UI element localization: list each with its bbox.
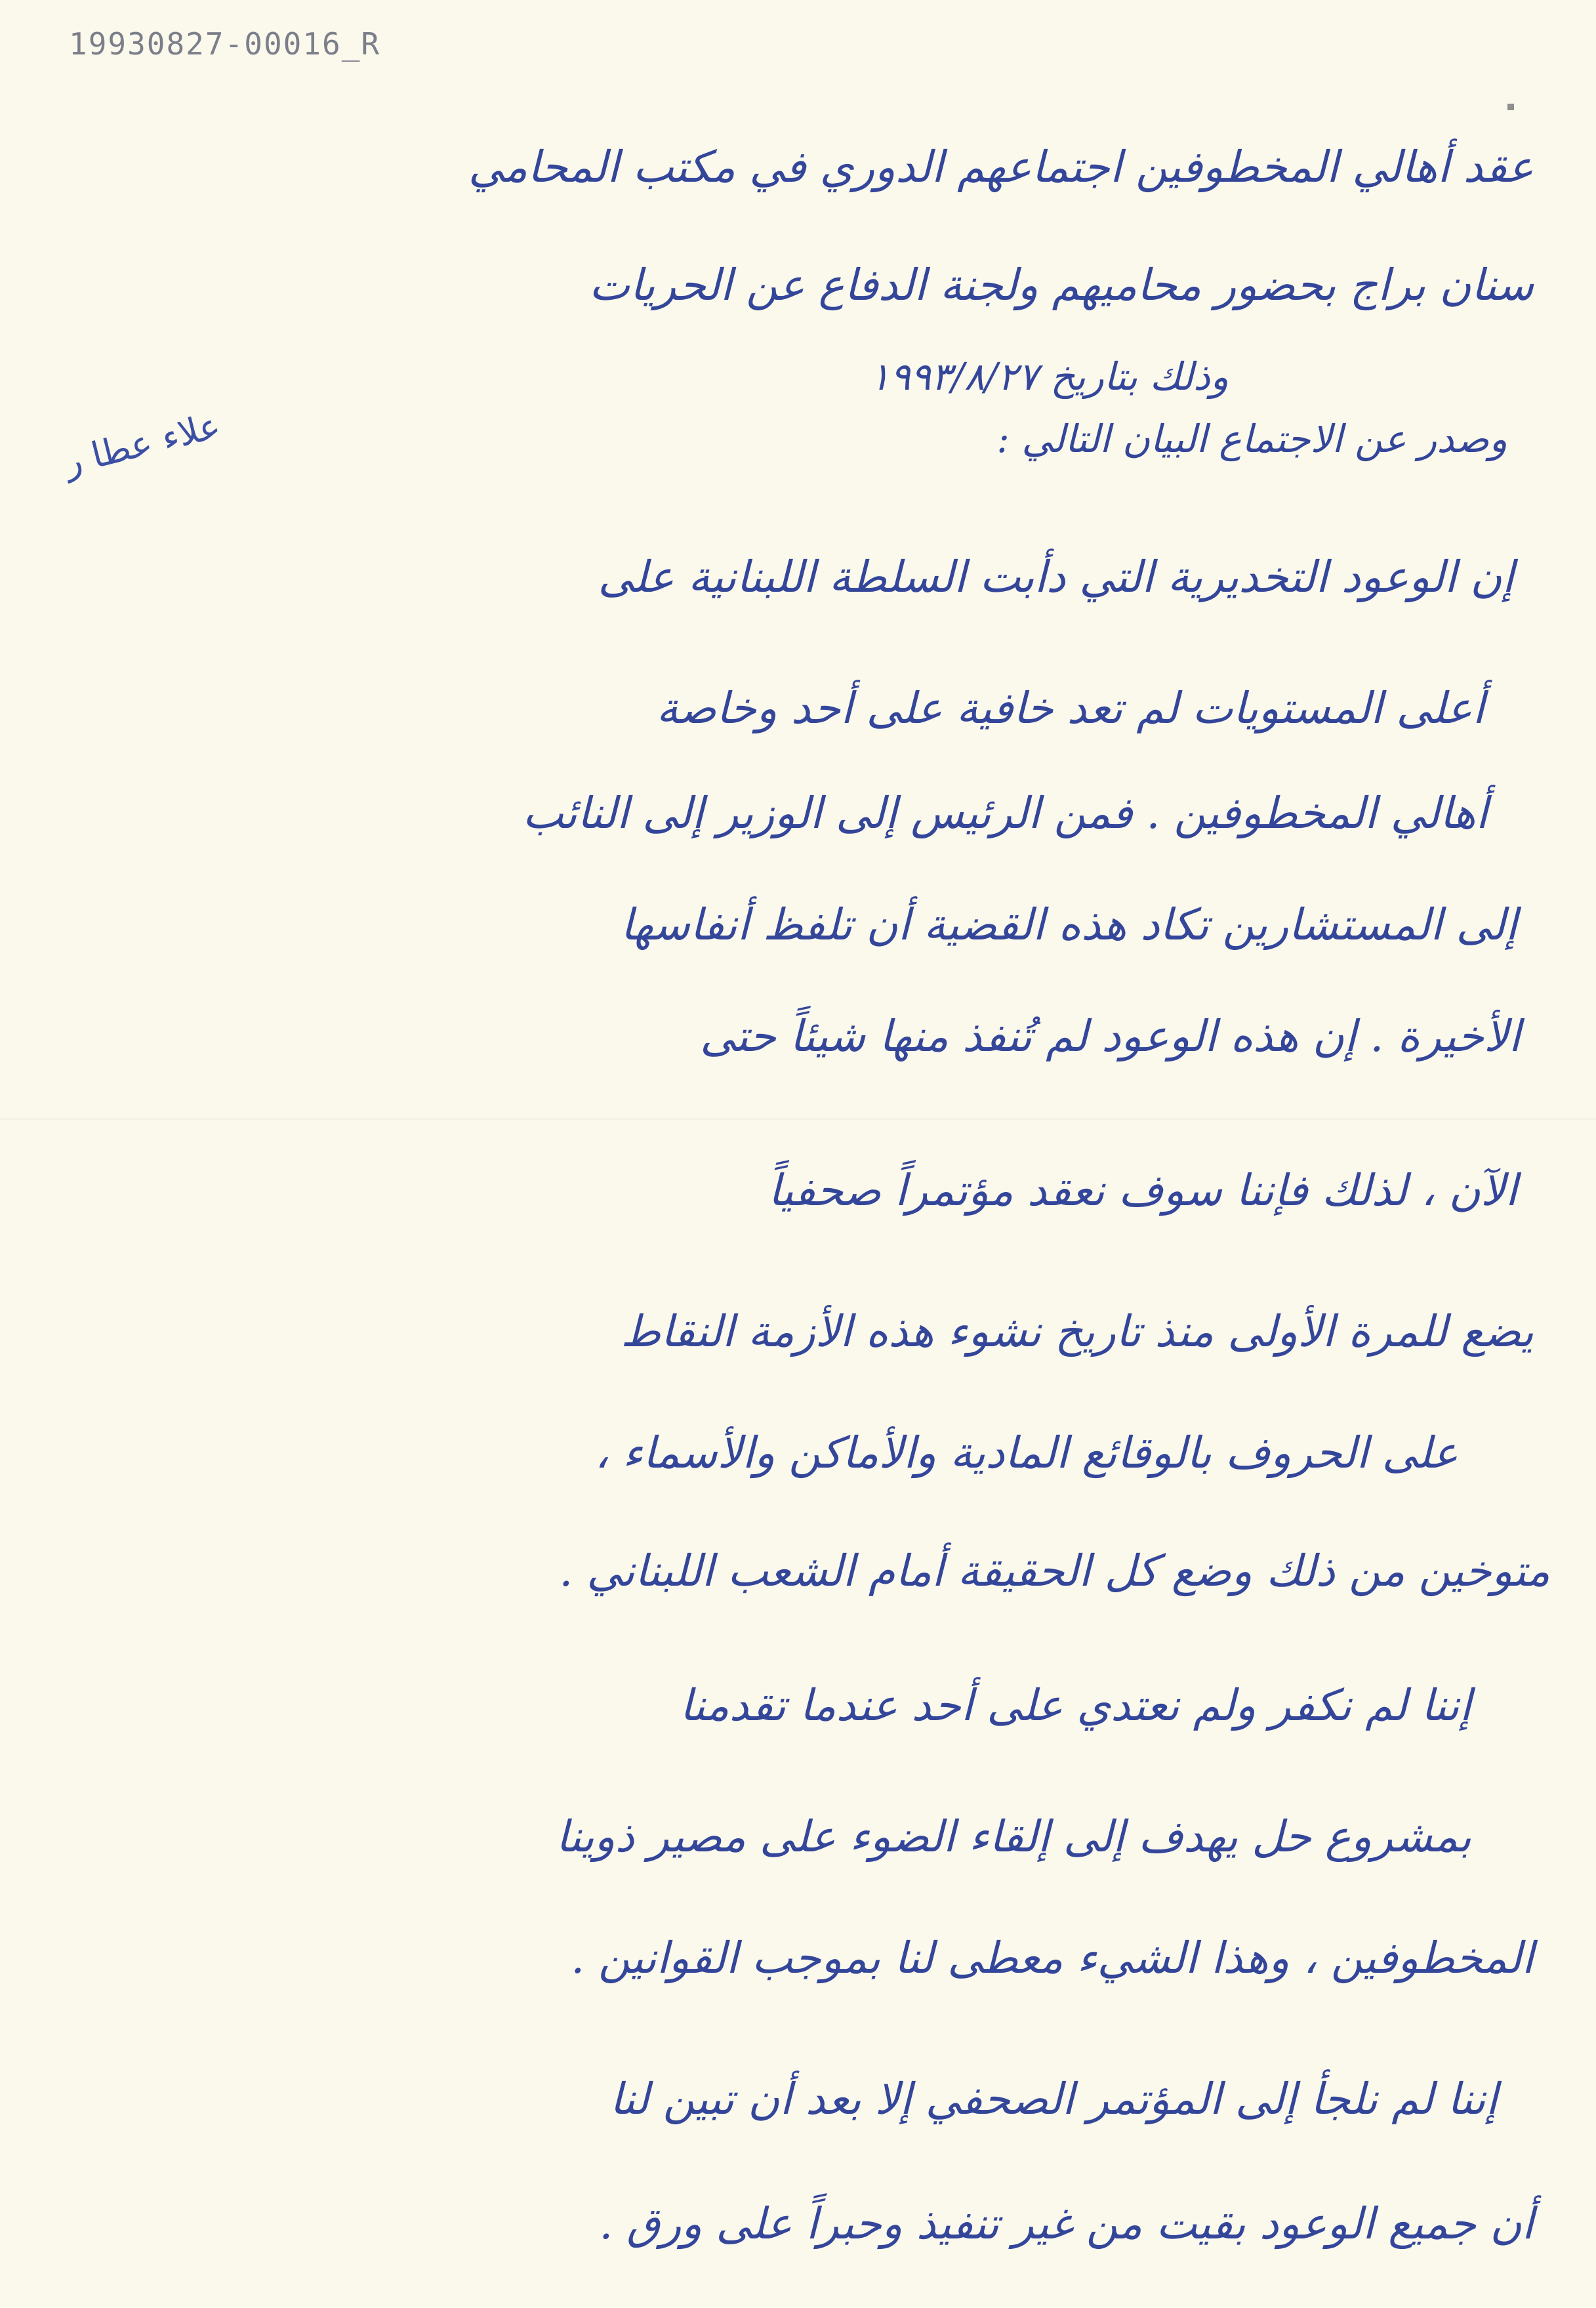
paper-fold-line [0, 1119, 1596, 1121]
handwritten-line-8: إلى المستشارين تكاد هذه القضية أن تلفظ أنفاسها [621, 899, 1517, 950]
handwritten-line-2: سنان براج بحضور محاميهم ولجنة الدفاع عن الحريات [589, 260, 1534, 310]
handwritten-line-6: أعلى المستويات لم تعد خافية على أحد وخاصة [656, 683, 1484, 733]
paper-speck [1507, 104, 1514, 110]
handwritten-line-12: على الحروف بالوقائع المادية والأماكن والأسماء ، [594, 1428, 1458, 1478]
handwritten-line-17: إننا لم نلجأ إلى المؤتمر الصحفي إلا بعد أن تبين لنا [609, 2074, 1498, 2124]
reference-number: 19930827-00016_R [69, 26, 381, 62]
handwritten-line-16: المخطوفين ، وهذا الشيء معطى لنا بموجب القوانين . [571, 1933, 1534, 1983]
handwritten-line-1: عقد أهالي المخطوفين اجتماعهم الدوري في مكتب المحامي [468, 142, 1534, 192]
handwritten-line-11: يضع للمرة الأولى منذ تاريخ نشوء هذه الأزمة النقاط [621, 1306, 1534, 1357]
handwritten-line-18: أن جميع الوعود بقيت من غير تنفيذ وحبراً على ورق . [599, 2198, 1534, 2249]
handwritten-line-7: أهالي المخطوفين . فمن الرئيس إلى الوزير إلى النائب [522, 788, 1488, 838]
margin-note: علاء عطا ر [59, 404, 225, 484]
handwritten-line-14: إننا لم نكفر ولم نعتدي على أحد عندما تقدمنا [680, 1680, 1471, 1731]
handwritten-line-5: إن الوعود التخديرية التي دأبت السلطة اللبنانية على [598, 552, 1514, 602]
handwritten-line-3: وذلك بتاريخ ١٩٩٣/٨/٢٧ [869, 354, 1229, 399]
handwritten-line-13: متوخين من ذلك وضع كل الحقيقة أمام الشعب اللبناني . [559, 1546, 1550, 1596]
handwritten-line-10: الآن ، لذلك فإننا سوف نعقد مؤتمراً صحفياً [768, 1165, 1517, 1216]
handwritten-line-15: بمشروع حل يهدف إلى إلقاء الضوء على مصير ذوينا [556, 1811, 1471, 1862]
handwritten-line-9: الأخيرة . إن هذه الوعود لم تُنفذ منها شيئاً حتى [700, 1011, 1521, 1061]
handwritten-line-4: وصدر عن الاجتماع البيان التالي : [996, 417, 1507, 461]
